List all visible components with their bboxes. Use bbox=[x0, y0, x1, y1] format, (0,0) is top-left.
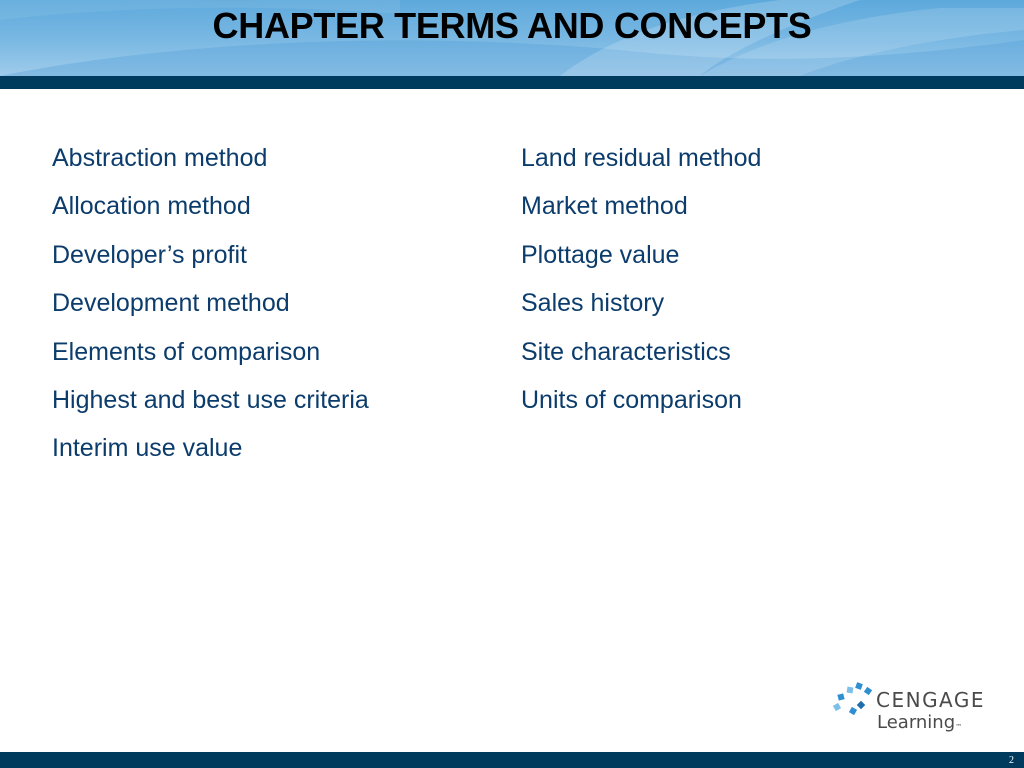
logo-wordmark: CENGAGE bbox=[876, 688, 986, 712]
term-item: Development method bbox=[52, 289, 290, 318]
term-item: Developer’s profit bbox=[52, 240, 248, 269]
logo-subword-text: Learning bbox=[877, 712, 956, 733]
terms-list-right bbox=[521, 134, 761, 424]
header-rule bbox=[0, 76, 1024, 89]
term-item: Highest and best use criteria bbox=[52, 386, 369, 415]
term-item: Sales history bbox=[521, 289, 665, 318]
term-item: Site characteristics bbox=[521, 337, 731, 366]
terms-list-left bbox=[52, 134, 369, 473]
term-item: Units of comparison bbox=[521, 386, 742, 415]
term-item: Abstraction method bbox=[52, 144, 268, 172]
term-item: Market method bbox=[521, 192, 688, 221]
slide-title: CHAPTER TERMS AND CONCEPTS bbox=[212, 5, 812, 46]
footer-bar bbox=[0, 752, 1024, 768]
term-item: Plottage value bbox=[521, 240, 680, 269]
term-item: Allocation method bbox=[52, 192, 251, 221]
term-item: Interim use value bbox=[52, 434, 243, 463]
page-number: 2 bbox=[1009, 755, 1014, 766]
term-item: Elements of comparison bbox=[52, 337, 321, 366]
logo-subword bbox=[877, 712, 962, 734]
term-item: Land residual method bbox=[521, 144, 762, 172]
trademark-mark: ™ bbox=[955, 723, 963, 731]
